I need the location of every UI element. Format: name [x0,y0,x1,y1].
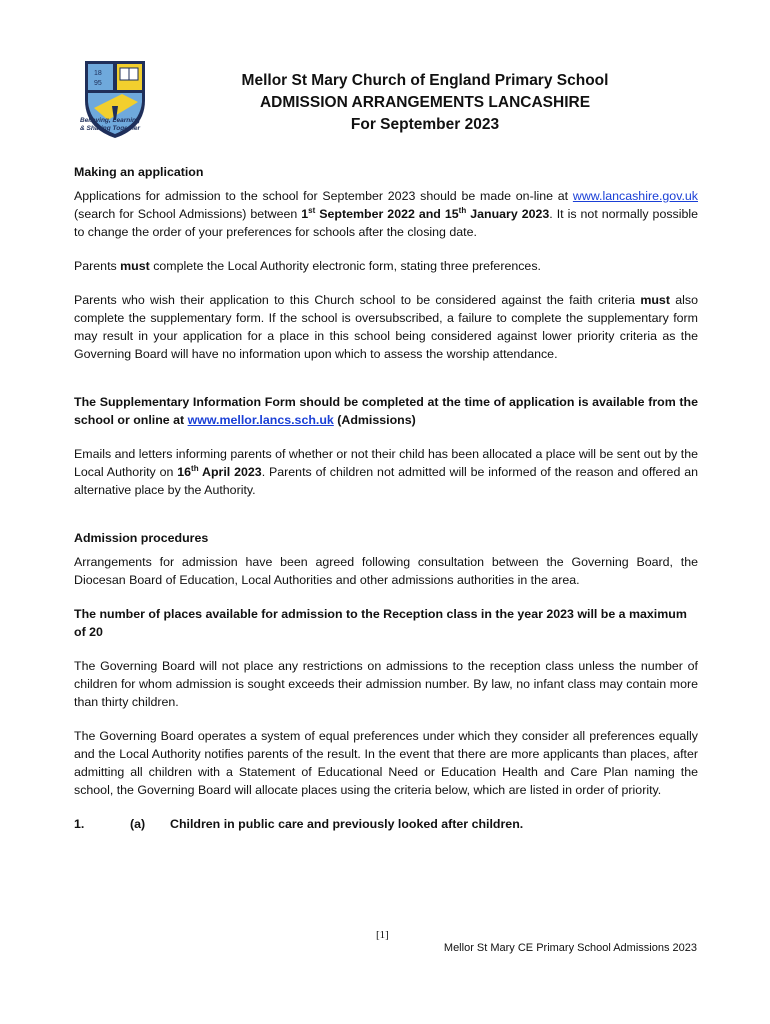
lancashire-link[interactable]: www.lancashire.gov.uk [572,189,698,203]
document-subtitle: For September 2023 [350,116,500,133]
document-header [180,70,670,136]
criteria-list-item [74,815,698,833]
page-number: [1] [376,929,389,941]
logo-tagline-line2: & Sharing Together [80,125,141,132]
logo-year-bottom: 95 [94,80,102,87]
criteria-letter: (a) [130,817,146,831]
logo-year-top: 18 [94,70,102,77]
document-body [74,163,698,833]
paragraph-places-available: The number of places available for admission to the Reception class in the year 2023 will be a maximum of 20 [74,607,687,639]
paragraph-equal-preferences: The Governing Board operates a system of equal preferences under which they consider all preferences equally and the Local Authority notifies parents of the result. In the event that there are more applicants than places, after admitting all children with a Statement of Educational Need or Education Health and Care Plan naming the school, the Governing Board will allocate places using the criteria below, which are listed in order of priority. [74,729,698,797]
logo-tagline [80,117,160,133]
criteria-text: Children in public care and previously looked after children. [170,817,524,831]
section-heading-making-application: Making an application [74,165,204,179]
school-name: Mellor St Mary Church of England Primary School [241,72,609,89]
paragraph-restrictions: The Governing Board will not place any restrictions on admissions to the reception class unless the number of children for whom admission is sought exceeds their admission number. By law, no infant class may contain more than thirty children. [74,659,698,709]
paragraph-arrangements: Arrangements for admission have been agreed following consultation between the Governing Board, the Diocesan Board of Education, Local Authorities and other admissions authorities in the area. [74,555,698,587]
paragraph-supplementary-form: The Supplementary Information Form should be completed at the time of application is available from the school or online at www.mellor.lancs.sch.uk (Admissions) [74,395,698,427]
page-footer: Mellor St Mary CE Primary School Admissions 2023 [443,942,697,954]
criteria-number: 1. [74,817,85,831]
paragraph-three-preferences: Parents must complete the Local Authority electronic form, stating three preferences. [74,259,541,273]
mellor-school-link[interactable]: www.mellor.lancs.sch.uk [187,413,334,427]
paragraph-faith-criteria: Parents who wish their application to this Church school to be considered against the faith criteria must also complete the supplementary form. If the school is oversubscribed, a failure to complete the supplementary form may result in your application for a place in this school being considered against lower priority criteria as the Governing Board will have no information upon which to assess the worship attendance. [74,293,698,361]
document-title: ADMISSION ARRANGEMENTS LANCASHIRE [259,94,591,111]
paragraph-allocation-notice: Emails and letters informing parents of whether or not their child has been allocated a place will be sent out by the Local Authority on 16th April 2023. Parents of children not admitted will be informed of the reason and offered an alternative place by the Authority. [74,447,699,497]
logo-tagline-line1: Believing, Learning [80,117,140,124]
paragraph-application-dates: Applications for admission to the school for September 2023 should be made on-line at www.lancashire.gov.uk (search for School Admissions) between 1st September 2022 and 15th January 2023. It is not normally possible to change the order of your preferences for schools after the closing date. [74,189,699,239]
section-heading-admission-procedures: Admission procedures [74,531,209,545]
